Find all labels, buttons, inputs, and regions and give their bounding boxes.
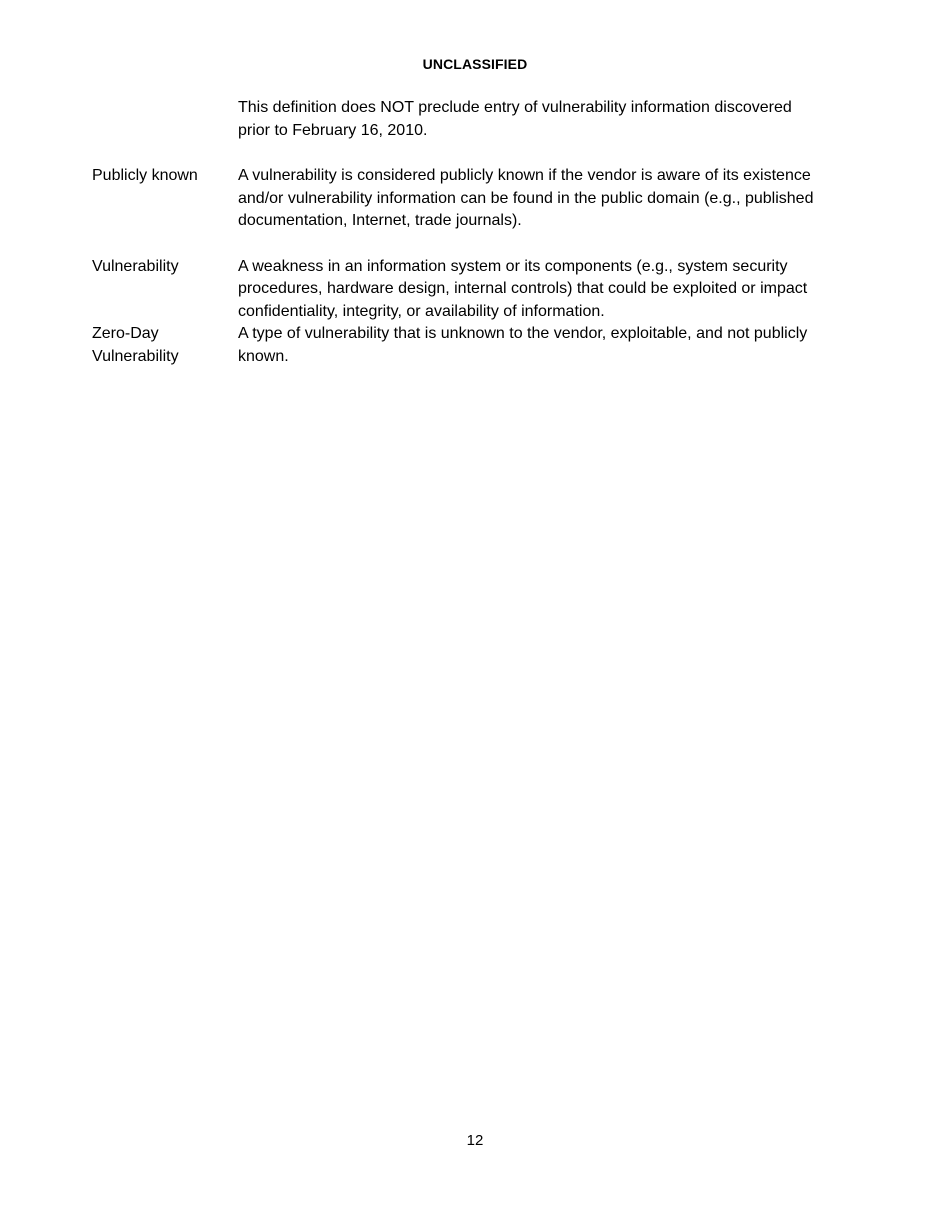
glossary-entry-publicly-known: [92, 165, 822, 233]
glossary-definition: A type of vulnerability that is unknown to the vendor, exploitable, and not publicly known.: [238, 325, 808, 365]
glossary-continuation: [92, 97, 822, 142]
glossary-term: Publicly known: [92, 167, 198, 184]
glossary-term: Zero-Day Vulnerability: [92, 325, 179, 365]
glossary-term: Vulnerability: [92, 257, 179, 275]
glossary-section: [92, 97, 822, 368]
glossary-definition: A weakness in an information system or its components (e.g., system security procedures, hardware design, internal controls) that could be exploited or impact confidentiality, integrity, or availability of information.: [238, 257, 808, 320]
glossary-entry-vulnerability: [92, 256, 822, 324]
page-number: 12: [466, 1132, 484, 1149]
classification-marking: UNCLASSIFIED: [422, 56, 528, 72]
glossary-definition: This definition does NOT preclude entry of vulnerability information discovered prior to February 16, 2010.: [238, 99, 792, 139]
glossary-definition: A vulnerability is considered publicly known if the vendor is aware of its existence and/or vulnerability information can be found in the public domain (e.g., published documentation, Internet, trade journals).: [238, 167, 814, 229]
glossary-entry-zero-day-vulnerability: [92, 323, 822, 368]
